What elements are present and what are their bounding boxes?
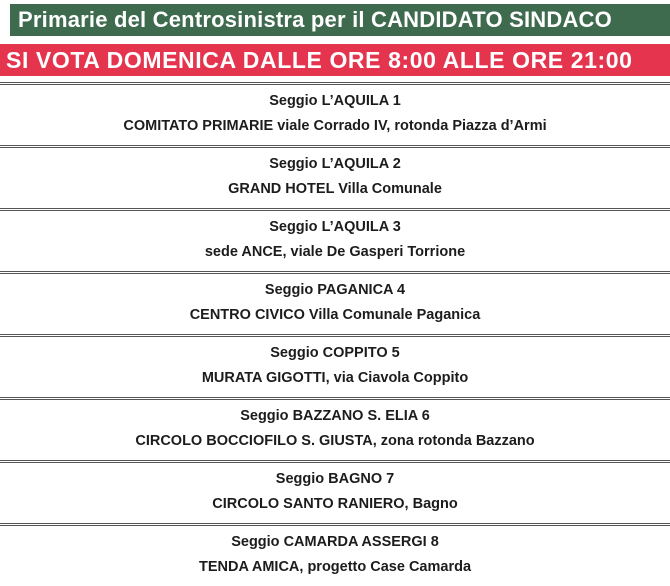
vote-time-text: SI VOTA DOMENICA DALLE ORE 8:00 ALLE ORE 21:00 [6, 47, 633, 73]
polling-station-item [0, 460, 670, 523]
polling-station-name: Seggio BAGNO 7 [275, 471, 395, 487]
polling-station-item [0, 334, 670, 397]
vote-time-banner [0, 44, 670, 76]
polling-station-address: CENTRO CIVICO Villa Comunale Paganica [189, 307, 481, 323]
polling-station-address: CIRCOLO BOCCIOFILO S. GIUSTA, zona rotonda Bazzano [135, 433, 535, 449]
polling-station-item [0, 271, 670, 334]
page-title: Primarie del Centrosinistra per il CANDIDATO SINDACO [18, 7, 612, 32]
polling-station-address: sede ANCE, viale De Gasperi Torrione [204, 244, 466, 260]
polling-station-name: Seggio L’AQUILA 1 [269, 93, 401, 109]
polling-station-item [0, 145, 670, 208]
polling-station-name: Seggio PAGANICA 4 [264, 282, 406, 298]
polling-station-name: Seggio BAZZANO S. ELIA 6 [240, 408, 430, 424]
polling-station-item [0, 397, 670, 460]
polling-station-name: Seggio CAMARDA ASSERGI 8 [231, 534, 439, 550]
polling-station-name: Seggio L’AQUILA 2 [269, 156, 401, 172]
polling-station-list [0, 82, 670, 586]
polling-station-address: MURATA GIGOTTI, via Ciavola Coppito [201, 370, 469, 386]
polling-station-address: COMITATO PRIMARIE viale Corrado IV, rotonda Piazza d’Armi [123, 118, 547, 134]
polling-station-item [0, 523, 670, 586]
polling-station-item [0, 82, 670, 145]
title-banner [10, 4, 670, 36]
polling-station-item [0, 208, 670, 271]
polling-station-name: Seggio L’AQUILA 3 [269, 219, 401, 235]
polling-station-name: Seggio COPPITO 5 [270, 345, 400, 361]
polling-station-address: CIRCOLO SANTO RANIERO, Bagno [212, 496, 458, 512]
polling-station-address: GRAND HOTEL Villa Comunale [228, 181, 442, 197]
polling-station-address: TENDA AMICA, progetto Case Camarda [198, 559, 472, 575]
